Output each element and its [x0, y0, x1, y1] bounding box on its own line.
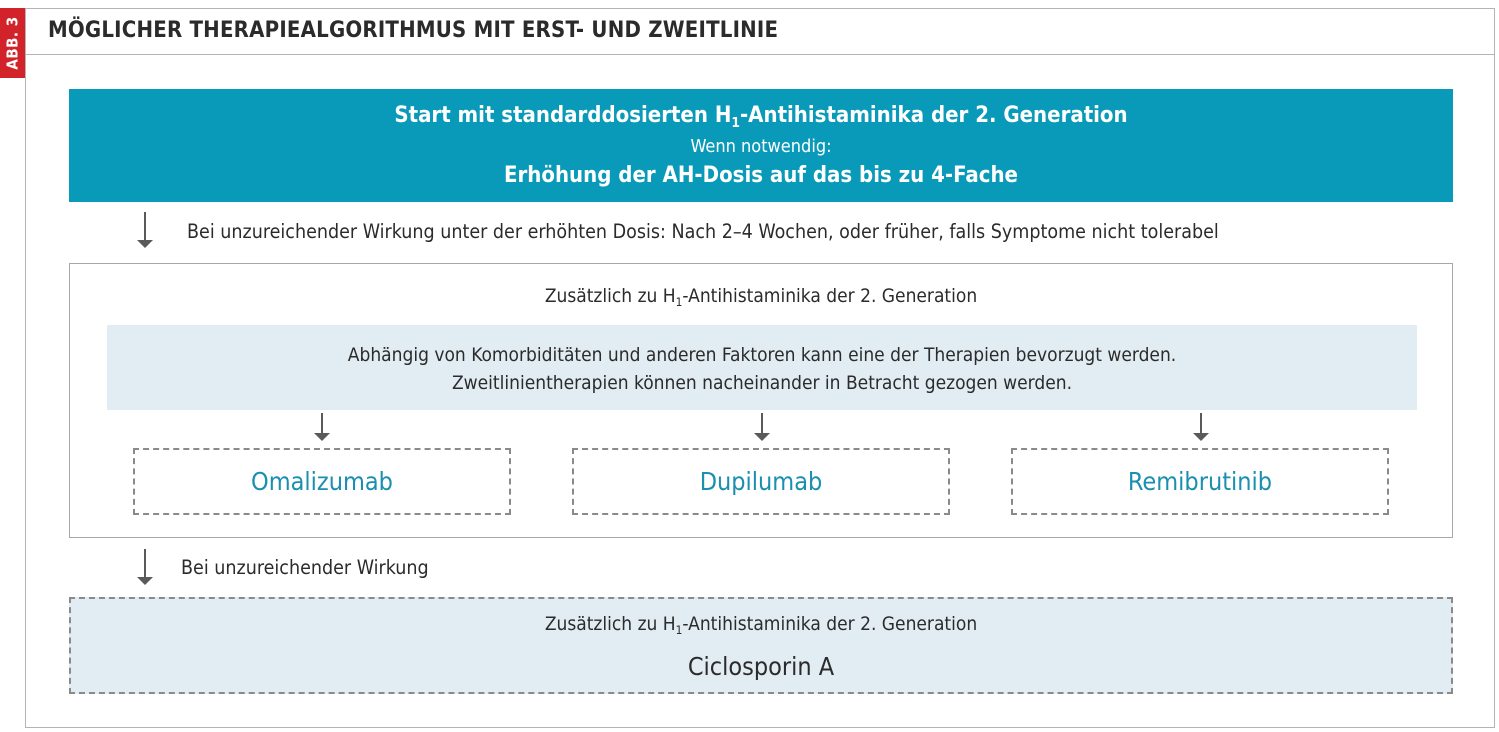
figure-tag: ABB. 3 [0, 8, 25, 78]
start-line2: Wenn notwendig: [690, 136, 832, 157]
therapy-remibrutinib: Remibrutinib [1011, 448, 1389, 515]
therapy-dupilumab: Dupilumab [572, 448, 950, 515]
info-line2: Zweitlinientherapien können nacheinander in Betracht gezogen werden. [451, 372, 1073, 394]
down-arrow-icon [1191, 413, 1211, 441]
start-box [69, 89, 1453, 202]
start-line1: Start mit standarddosierten $H_1$-Antihistaminika der 2. Generation [394, 103, 1128, 131]
down-arrow-icon [312, 413, 332, 441]
down-arrow-icon [752, 413, 772, 441]
figure-title: MÖGLICHER THERAPIEALGORITHMUS MIT ERST- UND ZWEITLINIE [48, 18, 779, 43]
final-heading: Zusätzlich zu $H_1$-Antihistaminika der 2. Generation [544, 613, 978, 638]
second-line-box [69, 263, 1453, 538]
start-line3: Erhöhung der AH-Dosis auf das bis zu 4-Fache [503, 163, 1018, 188]
final-box [69, 597, 1453, 694]
step2-text: Bei unzureichender Wirkung [181, 556, 429, 579]
down-arrow-icon [135, 549, 155, 585]
step1-text: Bei unzureichender Wirkung unter der erhöhten Dosis: Nach 2–4 Wochen, oder früher, falls Symptome nicht tolerabel [187, 220, 1219, 243]
down-arrow-icon [135, 212, 155, 248]
info-band [107, 325, 1417, 410]
info-line1: Abhängig von Komorbiditäten und anderen Faktoren kann eine der Therapien bevorzugt werden. [347, 344, 1177, 366]
therapy-omalizumab: Omalizumab [133, 448, 511, 515]
second-line-heading: Zusätzlich zu $H_1$-Antihistaminika der 2. Generation [544, 285, 978, 310]
title-divider [25, 54, 1495, 55]
final-drug: Ciclosporin A [687, 652, 835, 681]
